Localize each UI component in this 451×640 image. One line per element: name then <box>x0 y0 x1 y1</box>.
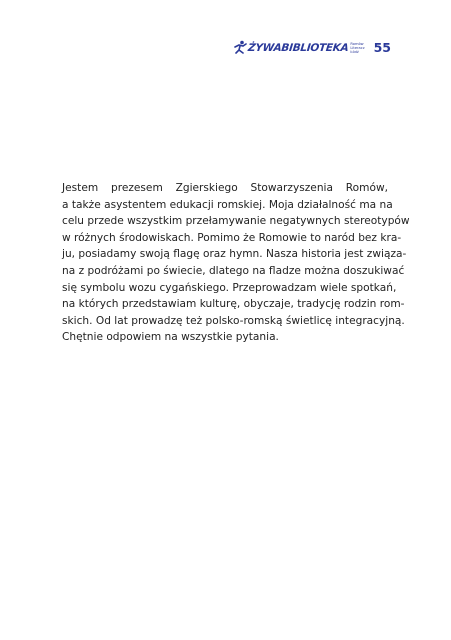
logo-subtitle-line: Łódź <box>350 50 359 54</box>
paragraph-line: się symbolu wozu cygańskiego. Przeprowadzam wiele spotkań, <box>62 281 397 294</box>
paragraph-line: w różnych środowiskach. Pomimo że Romowie to naród bez kra- <box>62 231 402 244</box>
paragraph-line: na których przedstawiam kulturę, obyczaje, tradycję rodzin rom- <box>62 298 405 311</box>
paragraph-line: a także asystentem edukacji romskiej. Moja działalność ma na <box>62 198 393 211</box>
paragraph-line: skich. Od lat prowadzę też polsko-romską świetlicę integracyjną. <box>62 314 405 327</box>
paragraph-line: ju, posiadamy swoją flagę oraz hymn. Nasza historia jest związa- <box>62 248 407 261</box>
zywa-biblioteka-logo <box>233 40 365 54</box>
paragraph-line: na z podróżami po świecie, dlatego na fladze można doszukiwać <box>62 264 405 277</box>
paragraph-line: Jestem prezesem Zgierskiego Stowarzyszenia Romów, <box>62 182 388 194</box>
logo-subtitle-line: Literacz <box>350 46 365 50</box>
running-figure-icon <box>233 40 247 54</box>
paragraph-line: celu przede wszystkim przełamywanie negatywnych stereotypów <box>62 215 410 228</box>
paragraph-line: Chętnie odpowiem na wszystkie pytania. <box>62 331 279 344</box>
page-number: 55 <box>373 40 391 55</box>
page-header <box>233 40 391 54</box>
body-paragraph <box>62 180 410 346</box>
logo-subtitle <box>350 42 364 54</box>
logo-subtitle-line: Romów <box>350 42 364 46</box>
logo-wordmark: ŻYWABIBLIOTEKA <box>247 42 350 54</box>
